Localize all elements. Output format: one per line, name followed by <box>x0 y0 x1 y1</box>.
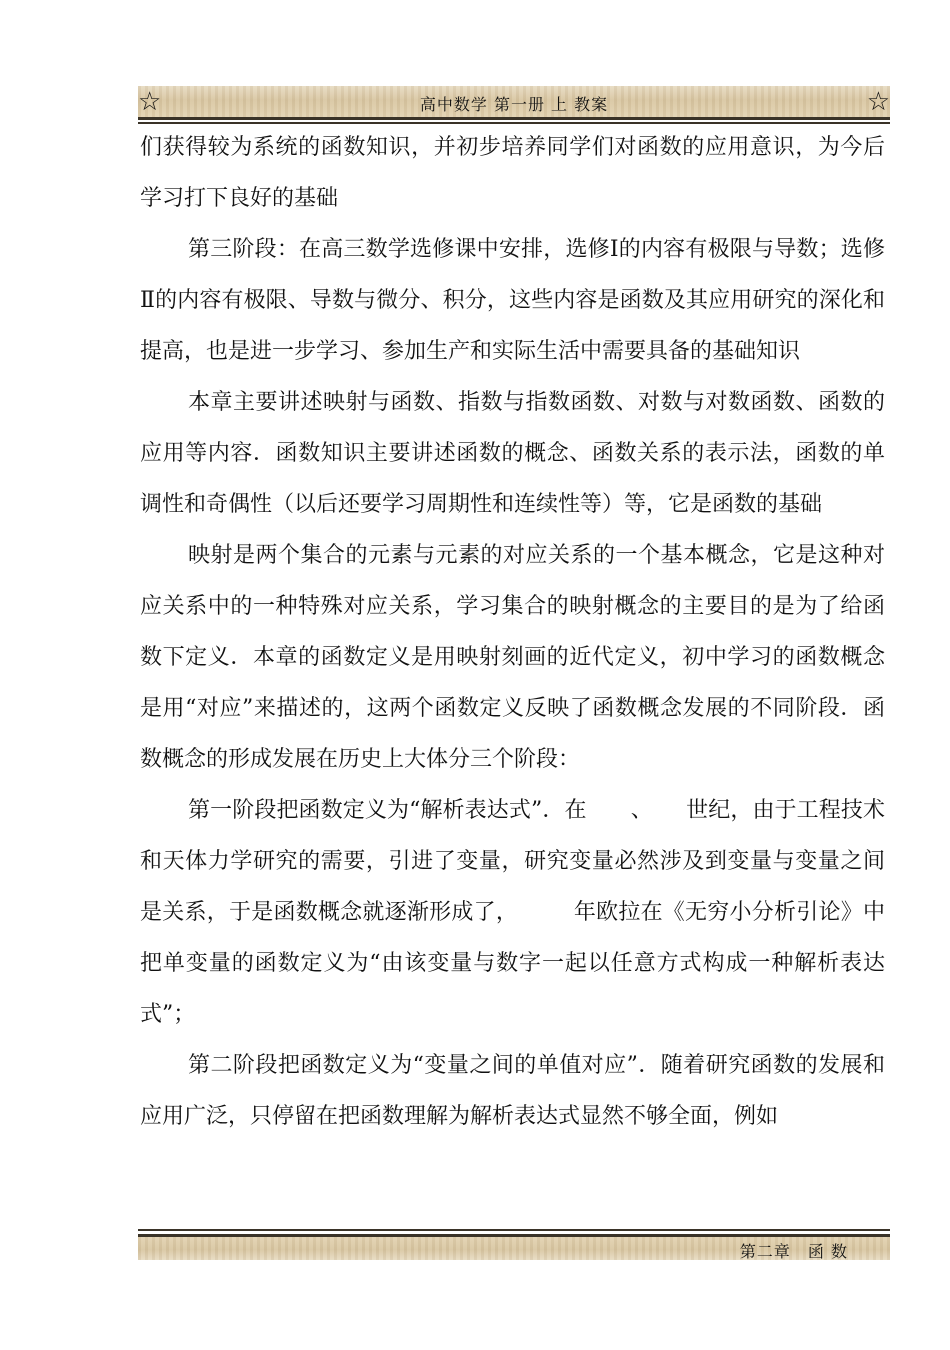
star-icon: ☆ <box>866 87 890 117</box>
paragraph-continuation: 们获得较为系统的函数知识，并初步培养同学们对函数的应用意识，为今后学习打下良好的基础 <box>140 135 885 211</box>
page-header <box>138 86 890 120</box>
paragraph-stage-three: 第三阶段：在高三数学选修课中安排，选修Ⅰ的内容有极限与导数；选修Ⅱ的内容有极限、导数与微分、积分，这些内容是函数及其应用研究的深化和提高，也是进一步学习、参加生产和实际生活中需要具备的基础知识 <box>140 237 885 364</box>
header-title: 高中数学 第一册 上 教案 <box>419 95 609 114</box>
star-icon: ☆ <box>138 87 162 117</box>
document-body <box>140 122 885 1142</box>
paragraph-history-stage-one: 第一阶段把函数定义为“解析表达式”．在 、 世纪，由于工程技术和天体力学研究的需要，引进了变量，研究变量必然涉及到变量与变量之间是关系，于是函数概念就逐渐形成了， 年欧拉在《无穷小分析引论》中把单变量的函数定义为“由该变量与数字一起以任意方式构成一种解析表达式”； <box>140 798 885 1027</box>
paragraph-chapter-overview: 本章主要讲述映射与函数、指数与指数函数、对数与对数函数、函数的应用等内容．函数知识主要讲述函数的概念、函数关系的表示法，函数的单调性和奇偶性（以后还要学习周期性和连续性等）等，它是函数的基础 <box>140 390 885 517</box>
paragraph-history-stage-two: 第二阶段把函数定义为“变量之间的单值对应”．随着研究函数的发展和应用广泛，只停留在把函数理解为解析表达式显然不够全面，例如 <box>140 1053 885 1129</box>
paragraph-mapping: 映射是两个集合的元素与元素的对应关系的一个基本概念，它是这种对应关系中的一种特殊对应关系，学习集合的映射概念的主要目的是为了给函数下定义．本章的函数定义是用映射刻画的近代定义，初中学习的函数概念是用“对应”来描述的，这两个函数定义反映了函数概念发展的不同阶段．函数概念的形成发展在历史上大体分三个阶段： <box>140 543 885 772</box>
page-footer <box>138 1234 890 1260</box>
footer-chapter-title: 第二章 函 数 <box>739 1242 848 1261</box>
